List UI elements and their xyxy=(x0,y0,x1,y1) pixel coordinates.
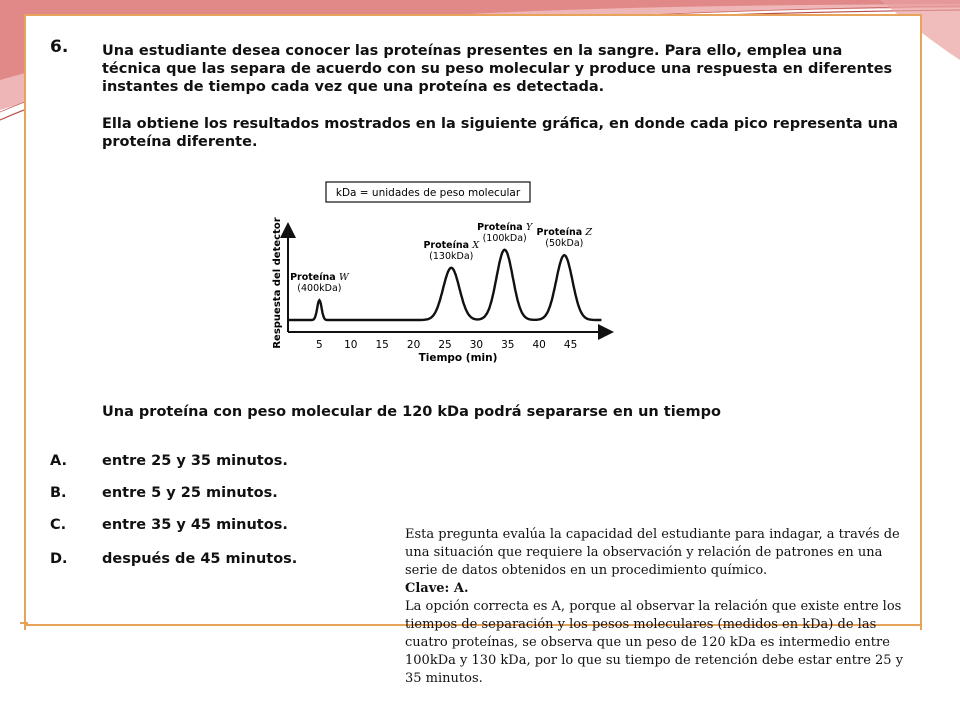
peak-label xyxy=(290,272,350,294)
option-c-letter[interactable]: C. xyxy=(50,517,67,533)
peak-label xyxy=(537,227,593,249)
peak-name: Proteína Y xyxy=(477,221,533,233)
option-b-text[interactable]: entre 5 y 25 minutos. xyxy=(102,485,278,501)
question-paragraph-1: Una estudiante desea conocer las proteínas presentes en la sangre. Para ello, emplea una técnica que las separa de acuerdo con su peso molecular y produce una respuesta en diferentes instantes de tiempo cada vez que una proteína es detectada. xyxy=(102,43,893,95)
explanation-body: La opción correcta es A, porque al observar la relación que existe entre los tiempos de separación y los pesos moleculares (medidos en kDa) de las cuatro proteínas, se observa que un peso de 120 kDa es intermedio entre 100kDa y 130 kDa, por lo que su tiempo de retención debe estar entre 25 y 35 minutos. xyxy=(405,599,904,686)
peak-name: Proteína X xyxy=(423,239,480,251)
peak-label xyxy=(477,222,534,244)
legend-text: kDa = unidades de peso molecular xyxy=(335,187,521,199)
question-paragraph-2: Ella obtiene los resultados mostrados en la siguiente gráfica, en donde cada pico representa una proteína diferente. xyxy=(102,116,899,150)
option-d-text[interactable]: después de 45 minutos. xyxy=(102,551,298,567)
x-tick-label: 10 xyxy=(344,339,358,351)
chromatogram-chart xyxy=(262,178,622,370)
option-b-letter[interactable]: B. xyxy=(50,485,67,501)
x-tick-label: 25 xyxy=(438,339,452,351)
frame-corner-mark xyxy=(24,622,26,630)
option-a-text[interactable]: entre 25 y 35 minutos. xyxy=(102,453,288,469)
peak-label xyxy=(423,240,480,262)
frame-corner-mark xyxy=(920,622,922,630)
question-number: 6. xyxy=(50,37,69,57)
option-a-letter[interactable]: A. xyxy=(50,453,67,469)
peak-name: Proteína Z xyxy=(536,227,593,239)
question-prompt: Una proteína con peso molecular de 120 kDa podrá separarse en un tiempo xyxy=(102,404,721,420)
explanation-intro: Esta pregunta evalúa la capacidad del estudiante para indagar, a través de una situación que requiere la observación y relación de patrones en una serie de datos obtenidos en un procedimiento químico. xyxy=(405,527,900,578)
option-c-text[interactable]: entre 35 y 45 minutos. xyxy=(102,517,288,533)
x-tick-label: 30 xyxy=(469,339,484,351)
x-tick-label: 45 xyxy=(563,339,578,351)
x-tick-label: 15 xyxy=(375,339,389,351)
peak-weight: (100kDa) xyxy=(482,232,527,244)
answer-key: Clave: A. xyxy=(405,581,469,596)
x-tick-label: 35 xyxy=(501,339,515,351)
peak-weight: (400kDa) xyxy=(297,283,342,295)
x-tick-label: 40 xyxy=(532,339,546,351)
x-tick-label: 20 xyxy=(406,339,421,351)
y-axis-label: Respuesta del detector xyxy=(272,217,283,349)
answer-explanation xyxy=(405,526,905,688)
option-d-letter[interactable]: D. xyxy=(50,551,68,567)
peak-name: Proteína W xyxy=(290,272,349,284)
x-axis-label: Tiempo (min) xyxy=(418,352,498,364)
peak-weight: (50kDa) xyxy=(545,238,584,250)
peak-weight: (130kDa) xyxy=(429,250,474,262)
x-tick-label: 5 xyxy=(316,339,323,351)
